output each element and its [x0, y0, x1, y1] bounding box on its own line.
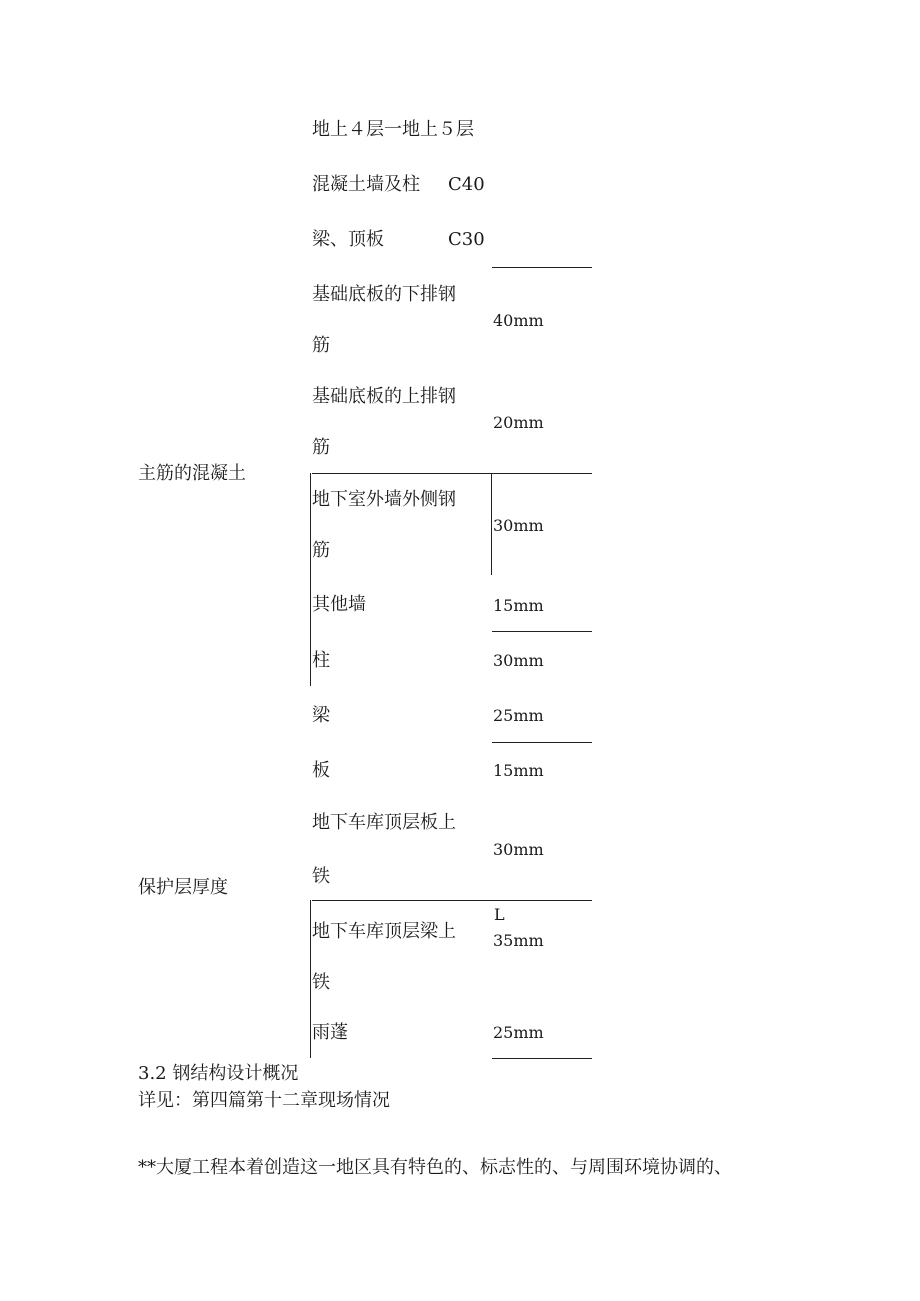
table-row-item: 地下车库顶层板上 [312, 812, 456, 833]
table-row-item: 柱 [312, 650, 330, 671]
table-row-mark: L [494, 905, 505, 924]
beam-slab-label: 梁、顶板 [312, 229, 384, 250]
table-row-item: 基础底板的下排钢 [312, 284, 456, 305]
floors-text: 地上４层一地上５层 [312, 119, 474, 140]
table-row-value: 30mm [493, 840, 544, 859]
table-row-value: 35mm [493, 931, 544, 950]
table-row-item: 地下室外墙外侧钢 [312, 489, 456, 510]
table-row-value: 30mm [493, 516, 544, 535]
table-row-item: 地下车库顶层梁上 [312, 921, 456, 942]
table-row-value: 40mm [493, 311, 544, 330]
table-rule [492, 267, 592, 268]
table-row-item: 其他墙 [312, 594, 366, 615]
table-row-value: 30mm [493, 651, 544, 670]
table-row-item-cont: 筋 [312, 335, 330, 356]
table-rule [312, 473, 592, 474]
detail-reference: 详见：第四篇第十二章现场情况 [138, 1090, 390, 1111]
table-row-value: 15mm [493, 596, 544, 615]
table-row-value: 15mm [493, 761, 544, 780]
table-row-item-cont: 铁 [312, 972, 330, 993]
table-row-item-cont: 筋 [312, 540, 330, 561]
table-row-item: 基础底板的上排钢 [312, 386, 456, 407]
table-rule [492, 742, 592, 743]
table-rule [492, 631, 592, 632]
table-row-item-cont: 筋 [312, 437, 330, 458]
table-rule [310, 473, 311, 686]
table-row-item: 雨蓬 [312, 1022, 348, 1043]
cover-thickness-label: 保护层厚度 [138, 877, 228, 898]
beam-slab-grade: C30 [448, 229, 485, 250]
table-row-item: 梁 [312, 705, 330, 726]
table-row-item-cont: 铁 [312, 866, 330, 887]
table-row-value: 25mm [493, 706, 544, 725]
body-paragraph: **大厦工程本着创造这一地区具有特色的、标志性的、与周围环境协调的、 [138, 1157, 732, 1178]
table-rule [491, 473, 492, 575]
concrete-wall-column-grade: C40 [448, 174, 485, 195]
concrete-wall-column-label: 混凝土墙及柱 [312, 174, 420, 195]
section-heading: 3.2 钢结构设计概况 [138, 1063, 299, 1084]
table-row-item: 板 [312, 760, 330, 781]
table-rule [492, 1058, 592, 1059]
table-row-value: 25mm [493, 1023, 544, 1042]
table-rule [312, 900, 592, 901]
table-rule [310, 900, 311, 1058]
main-bar-concrete-label: 主筋的混凝土 [138, 463, 246, 484]
table-row-value: 20mm [493, 413, 544, 432]
